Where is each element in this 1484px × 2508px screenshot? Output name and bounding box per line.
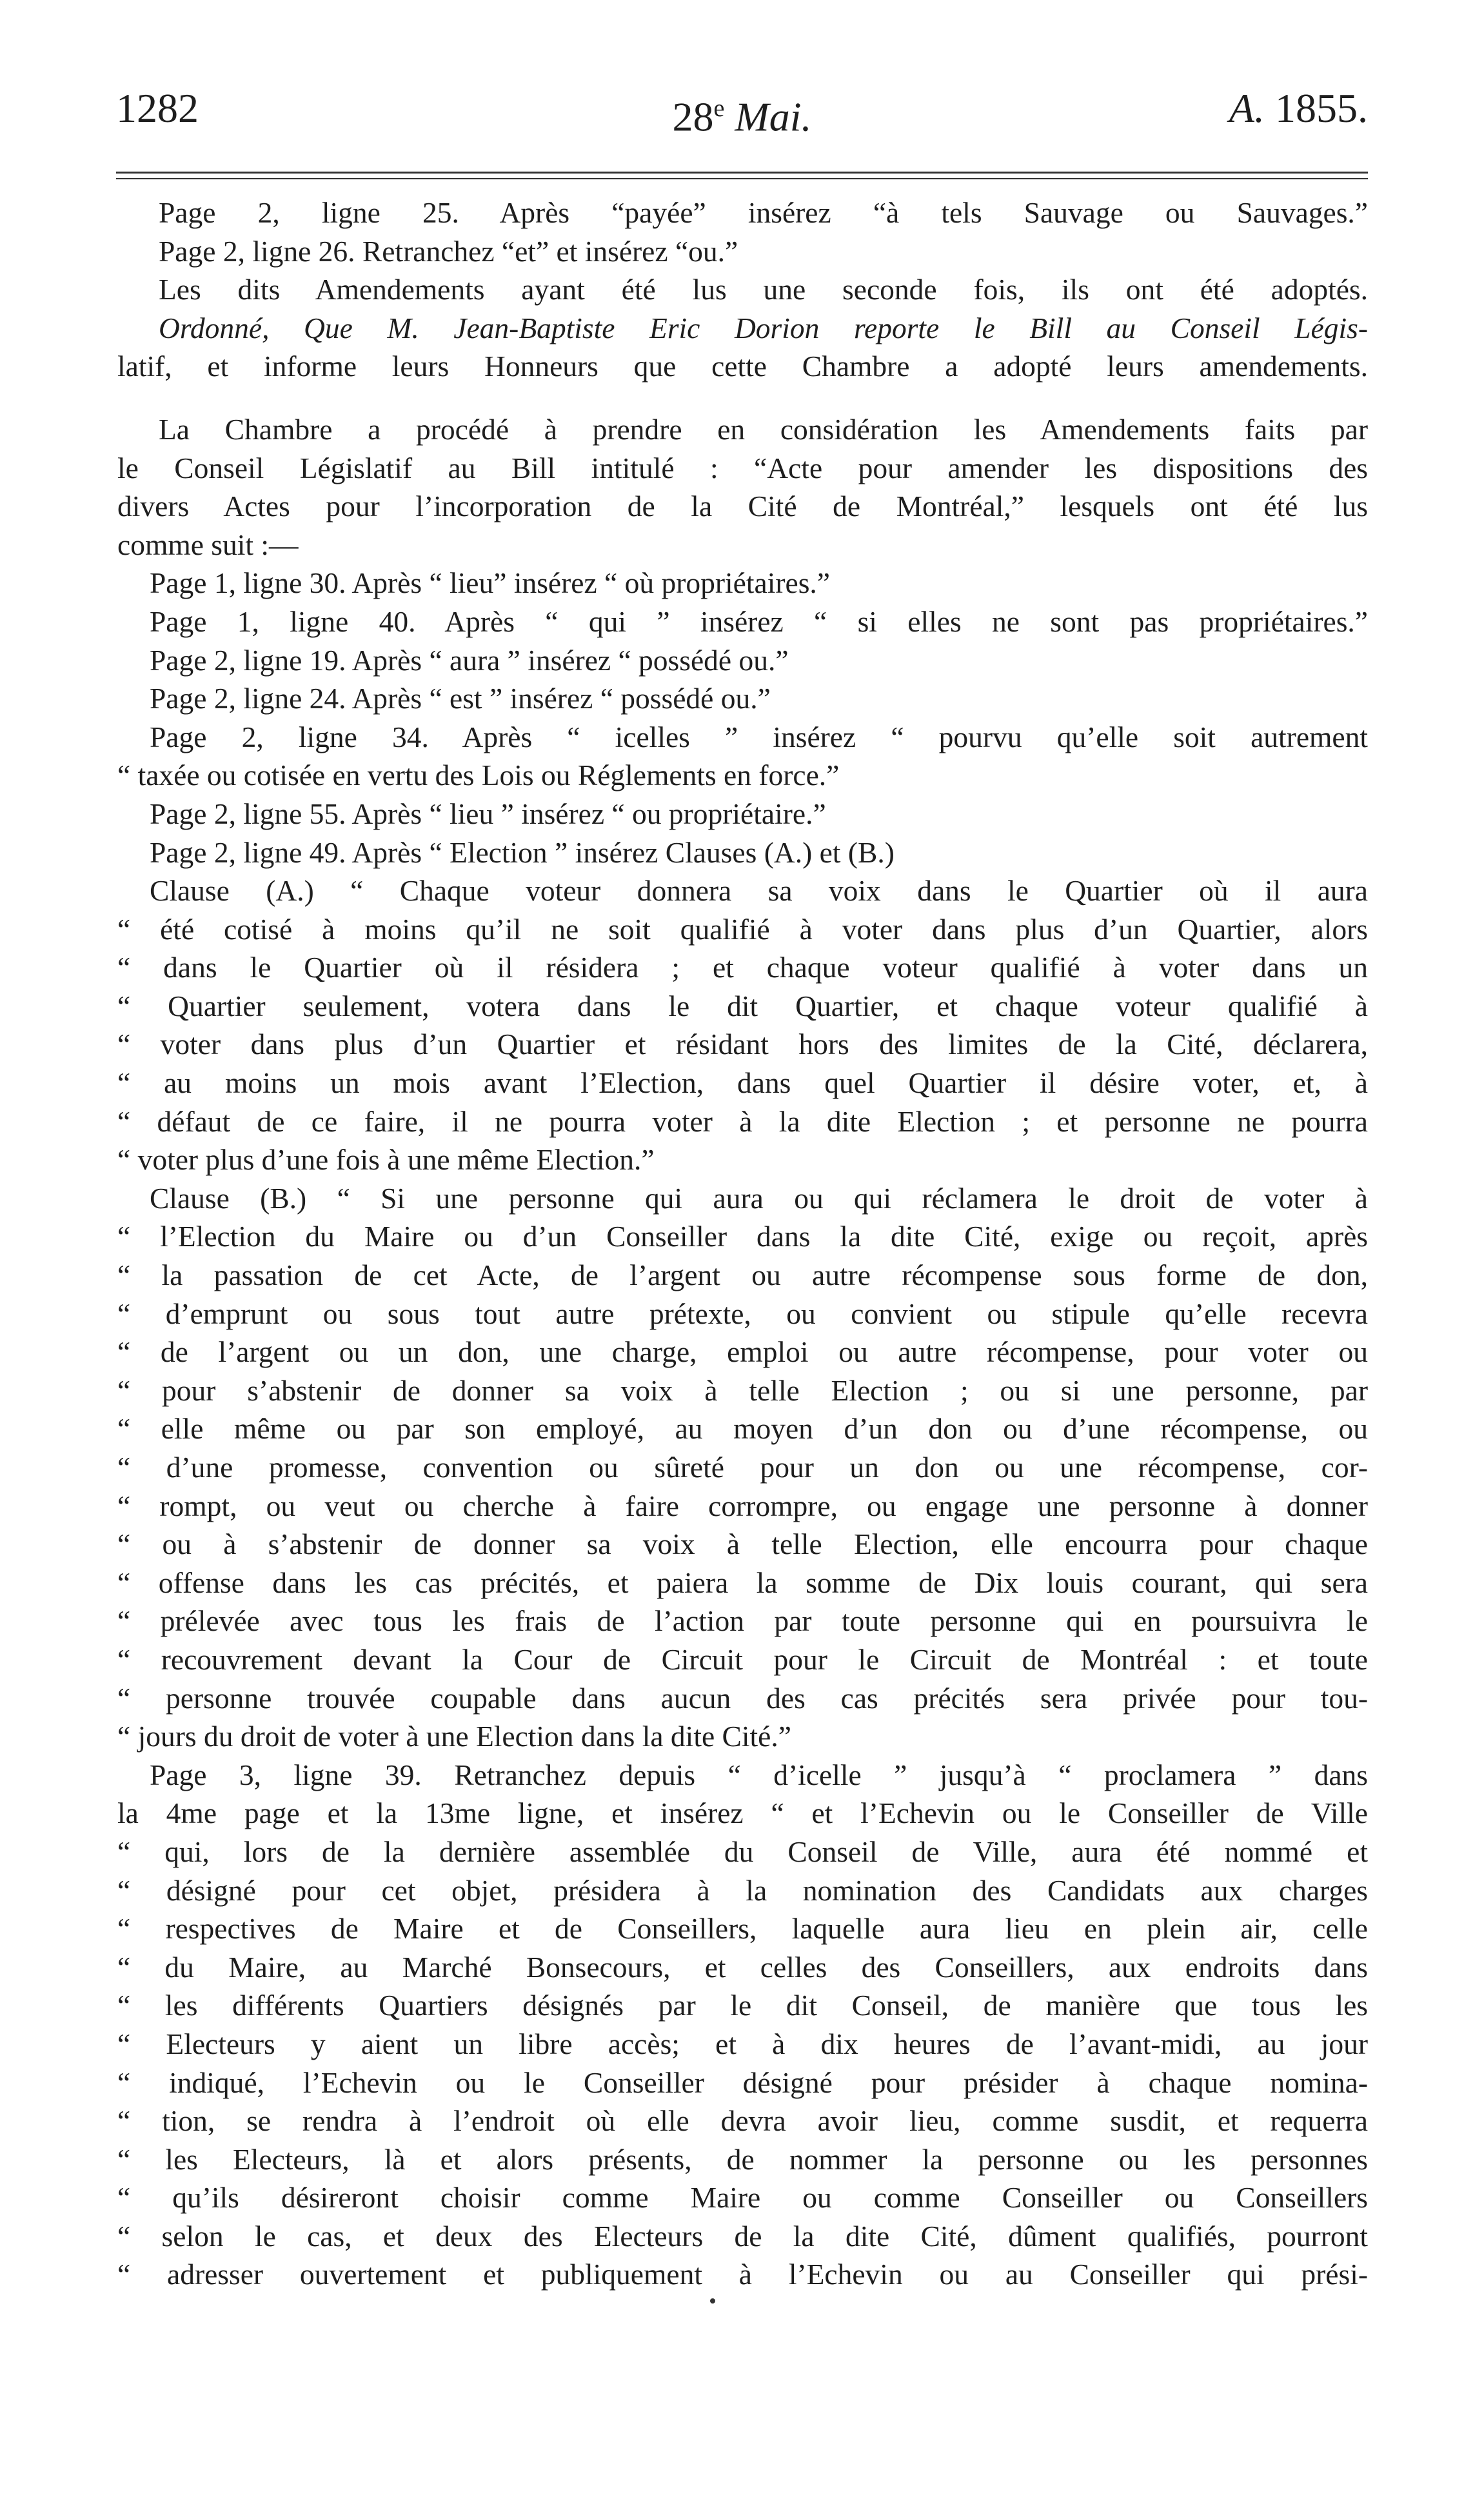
document-body	[117, 194, 1368, 2294]
text-line: Page 1, ligne 40. Après “ qui ” insérez “ si elles ne sont pas propriétaires.”	[150, 604, 1368, 638]
text-line: Page 3, ligne 39. Retranchez depuis “ d’icelle ” jusqu’à “ proclamera ” dans	[150, 1758, 1368, 1791]
text-line: “ l’Election du Maire ou d’un Conseiller dans la dite Cité, exige ou reçoit, après	[117, 1220, 1368, 1253]
text-line: “ voter plus d’une fois à une même Election.”	[117, 1143, 655, 1177]
page-number: 1282	[116, 85, 199, 131]
text-line: Page 2, ligne 25. Après “payée” insérez “à tels Sauvage ou Sauvages.”	[159, 196, 1368, 229]
text-line: latif, et informe leurs Honneurs que cette Chambre a adopté leurs amendements.	[117, 350, 1368, 383]
text-line: comme suit :—	[117, 528, 299, 561]
paragraph-gap	[117, 386, 1368, 410]
page-header	[116, 76, 1368, 141]
text-line: “ respectives de Maire et de Conseillers, laquelle aura lieu en plein air, celle	[117, 1912, 1368, 1946]
year-prefix: A.	[1229, 85, 1265, 131]
text-line: “ d’une promesse, convention ou sûreté pour un don ou une récompense, cor-	[117, 1451, 1368, 1484]
text-line: Les dits Amendements ayant été lus une seconde fois, ils ont été adoptés.	[159, 273, 1368, 306]
text-line: “ rompt, ou veut ou cherche à faire corrompre, ou engage une personne à donner	[117, 1489, 1368, 1522]
text-line: “ Electeurs y aient un libre accès; et à dix heures de l’avant-midi, au jour	[117, 2027, 1368, 2060]
text-line: “ qu’ils désireront choisir comme Maire ou comme Conseiller ou Conseillers	[117, 2181, 1368, 2214]
text-line: “ la passation de cet Acte, de l’argent ou autre récompense sous forme de don,	[117, 1259, 1368, 1292]
text-line: Page 2, ligne 26. Retranchez “et” et insérez “ou.”	[159, 234, 738, 268]
date-month: Mai.	[735, 94, 812, 140]
header-rule-top	[116, 172, 1368, 174]
text-line: “ adresser ouvertement et publiquement à l’Echevin ou au Conseiller qui prési-	[117, 2258, 1368, 2291]
text-line: la 4me page et la 13me ligne, et insérez “ et l’Echevin ou le Conseiller de Ville	[117, 1796, 1368, 1830]
text-line: “ les Electeurs, là et alors présents, de nommer la personne ou les personnes	[117, 2142, 1368, 2176]
text-line: “ offense dans les cas précités, et paiera la somme de Dix louis courant, qui sera	[117, 1566, 1368, 1599]
text-line: “ au moins un mois avant l’Election, dans quel Quartier il désire voter, et, à	[117, 1066, 1368, 1100]
text-line: Page 2, ligne 19. Après “ aura ” insérez “ possédé ou.”	[150, 643, 789, 677]
text-line: La Chambre a procédé à prendre en considération les Amendements faits par	[159, 412, 1368, 446]
text-line: “ prélevée avec tous les frais de l’action par toute personne qui en poursuivra le	[117, 1604, 1368, 1638]
date-day: 28	[672, 94, 714, 140]
text-line: “ du Maire, au Marché Bonsecours, et celles des Conseillers, aux endroits dans	[117, 1950, 1368, 1984]
text-line: “ pour s’abstenir de donner sa voix à telle Election ; ou si une personne, par	[117, 1373, 1368, 1407]
text-line: Page 2, ligne 55. Après “ lieu ” insérez “ ou propriétaire.”	[150, 797, 826, 830]
text-line: “ désigné pour cet objet, présidera à la nomination des Candidats aux charges	[117, 1873, 1368, 1907]
text-line: “ selon le cas, et deux des Electeurs de la dite Cité, dûment qualifiés, pourront	[117, 2219, 1368, 2253]
text-line: “ les différents Quartiers désignés par le dit Conseil, de manière que tous les	[117, 1989, 1368, 2022]
text-line: “ voter dans plus d’un Quartier et résidant hors des limites de la Cité, déclarera,	[117, 1028, 1368, 1061]
text-line: “ ou à s’abstenir de donner sa voix à telle Election, elle encourra pour chaque	[117, 1528, 1368, 1561]
page-year	[1229, 76, 1368, 141]
header-rule-bottom	[116, 178, 1368, 179]
text-line: “ jours du droit de voter à une Election dans la dite Cité.”	[117, 1720, 791, 1753]
text-line: “ qui, lors de la dernière assemblée du Conseil de Ville, aura été nommé et	[117, 1835, 1368, 1868]
date-sup: e	[713, 95, 725, 122]
text-line: Page 2, ligne 24. Après “ est ” insérez “ possédé ou.”	[150, 682, 771, 715]
text-line: Page 1, ligne 30. Après “ lieu” insérez “ où propriétaires.”	[150, 566, 830, 600]
text-line: “ dans le Quartier où il résidera ; et chaque voteur qualifié à voter dans un	[117, 951, 1368, 984]
text-line: Page 2, ligne 34. Après “ icelles ” insérez “ pourvu qu’elle soit autrement	[150, 720, 1368, 753]
text-line: “ taxée ou cotisée en vertu des Lois ou Réglements en force.”	[117, 759, 840, 792]
text-line: “ recouvrement devant la Cour de Circuit pour le Circuit de Montréal : et toute	[117, 1642, 1368, 1676]
text-line: “ elle même ou par son employé, au moyen d’un don ou d’une récompense, ou	[117, 1412, 1368, 1446]
text-line: “ indiqué, l’Echevin ou le Conseiller désigné pour présider à chaque nomina-	[117, 2065, 1368, 2099]
year-value: 1855.	[1275, 85, 1368, 131]
text-line: “ Quartier seulement, votera dans le dit Quartier, et chaque voteur qualifié à	[117, 989, 1368, 1022]
text-line: Page 2, ligne 49. Après “ Election ” insérez Clauses (A.) et (B.)	[150, 835, 895, 869]
text-line: divers Actes pour l’incorporation de la Cité de Montréal,” lesquels ont été lus	[117, 490, 1368, 523]
text-line: “ tion, se rendra à l’endroit où elle devra avoir lieu, comme susdit, et requerra	[117, 2104, 1368, 2138]
stray-dot-mark	[710, 2298, 715, 2304]
text-line: “ personne trouvée coupable dans aucun des cas précités sera privée pour tou-	[117, 1681, 1368, 1715]
text-line: Clause (B.) “ Si une personne qui aura ou qui réclamera le droit de voter à	[150, 1181, 1368, 1215]
text-line: “ défaut de ce faire, il ne pourra voter à la dite Election ; et personne ne pourra	[117, 1104, 1368, 1138]
ordonne-line: Ordonné, Que M. Jean-Baptiste Eric Dorion reporte le Bill au Conseil Légis-	[159, 311, 1368, 344]
text-line: “ de l’argent ou un don, une charge, emploi ou autre récompense, pour voter ou	[117, 1335, 1368, 1369]
page-date	[116, 76, 1368, 149]
text-line: “ été cotisé à moins qu’il ne soit qualifié à voter dans plus d’un Quartier, alors	[117, 912, 1368, 946]
text-line	[117, 309, 1368, 348]
text-line: “ d’emprunt ou sous tout autre prétexte, ou convient ou stipule qu’elle recevra	[117, 1297, 1368, 1330]
text-line: Clause (A.) “ Chaque voteur donnera sa voix dans le Quartier où il aura	[150, 874, 1368, 908]
text-line: le Conseil Législatif au Bill intitulé : “Acte pour amender les dispositions des	[117, 451, 1368, 484]
